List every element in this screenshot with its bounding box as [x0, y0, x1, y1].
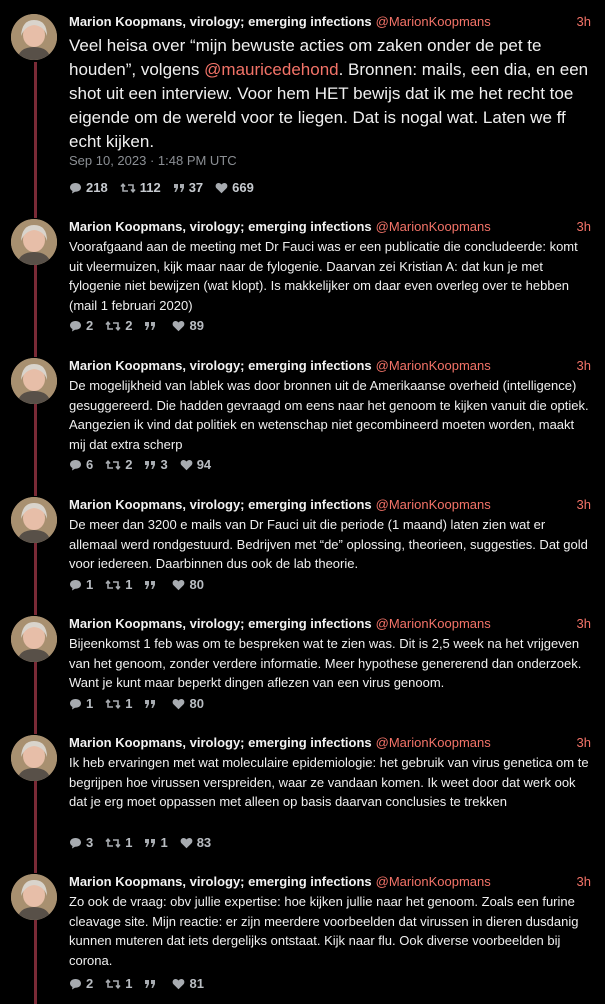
- tweet-text: Voorafgaand aan de meeting met Dr Fauci was er een publicatie die concludeerde: komt uit vleermuizen, kijk maar naar de fylogenie. Daarvan zei Kristian A: dat kun je met fylogenie niet bewijzen (wat klopt). Is makkelijker om daar even overleg over te hebben (mail 1 februari 2020): [69, 239, 578, 313]
- tweet-time[interactable]: 3h: [576, 14, 591, 29]
- thread-line: [34, 662, 37, 734]
- tweet-text: De mogelijkheid van lablek was door bronnen uit de Amerikaanse overheid (intelligence) gesuggereerd. Die hadden gevraagd om eens naar het genoom te kijken vanuit die optiek. Aangezien ik vind dat politiek en wetenschap niet gecombineerd moeten worden, maakt mij dat extra scherp: [69, 378, 589, 452]
- tweet-text: De meer dan 3200 e mails van Dr Fauci uit die periode (1 maand) laten zien wat er allemaal werd rondgestuurd. Bedrijven met “de” oplossing, theorieen, suggesties. Dat gold voor iedereen. Daarbinnen dus ook de lab theorie.: [69, 517, 588, 572]
- reply-icon: [69, 978, 82, 990]
- thread-line: [34, 265, 37, 357]
- avatar[interactable]: [11, 874, 57, 920]
- like-button[interactable]: 80: [172, 577, 203, 592]
- reply-icon: [69, 459, 82, 471]
- heart-icon: [172, 320, 185, 332]
- quote-button[interactable]: 37: [173, 180, 203, 195]
- like-button[interactable]: 89: [172, 318, 203, 333]
- reply-icon: [69, 320, 82, 332]
- author-name[interactable]: Marion Koopmans, virology; emerging infections: [69, 358, 372, 373]
- tweet-stats: [69, 835, 211, 850]
- like-button[interactable]: 669: [215, 180, 254, 195]
- tweet-header: [69, 497, 591, 515]
- tweet-time[interactable]: 3h: [576, 358, 591, 373]
- reply-button[interactable]: 218: [69, 180, 108, 195]
- mention-link[interactable]: @mauricedehond: [204, 60, 339, 79]
- author-name[interactable]: Marion Koopmans, virology; emerging infections: [69, 735, 372, 750]
- author-handle[interactable]: @MarionKoopmans: [375, 358, 491, 373]
- retweet-icon: [105, 459, 121, 471]
- author-handle[interactable]: @MarionKoopmans: [375, 874, 491, 889]
- retweet-icon: [105, 837, 121, 849]
- reply-button[interactable]: 3: [69, 835, 93, 850]
- quote-button[interactable]: [144, 698, 160, 710]
- tweet-text: Zo ook de vraag: obv jullie expertise: hoe kijken jullie naar het genoom. Zoals een furine cleavage site. Mijn reactie: er zijn meerdere voorbeelden dat virussen in dieren dusdanig kunnen muteren dat iets dergelijks ontstaat. Kijk naar flu. Ook diverse voorbeelden bij corona.: [69, 894, 579, 968]
- retweet-button[interactable]: 1: [105, 696, 132, 711]
- reply-button[interactable]: 2: [69, 318, 93, 333]
- quote-button[interactable]: [144, 320, 160, 332]
- tweet-header: [69, 735, 591, 753]
- tweet-date[interactable]: Sep 10, 2023 · 1:48 PM UTC: [69, 153, 237, 168]
- author-handle[interactable]: @MarionKoopmans: [375, 616, 491, 631]
- quote-icon: [144, 698, 156, 710]
- retweet-button[interactable]: 2: [105, 457, 132, 472]
- thread-line: [34, 404, 37, 496]
- author-name[interactable]: Marion Koopmans, virology; emerging infections: [69, 219, 372, 234]
- like-button[interactable]: 81: [172, 976, 203, 991]
- author-handle[interactable]: @MarionKoopmans: [375, 497, 491, 512]
- avatar[interactable]: [11, 219, 57, 265]
- quote-button[interactable]: [144, 579, 160, 591]
- thread-line: [34, 543, 37, 615]
- quote-icon: [144, 579, 156, 591]
- heart-icon: [180, 459, 193, 471]
- tweet-stats: [69, 577, 204, 592]
- retweet-icon: [105, 978, 121, 990]
- tweet-time[interactable]: 3h: [576, 735, 591, 750]
- heart-icon: [172, 579, 185, 591]
- quote-icon: [144, 837, 156, 849]
- quote-icon: [173, 182, 185, 194]
- reply-icon: [69, 182, 82, 194]
- like-button[interactable]: 80: [172, 696, 203, 711]
- retweet-button[interactable]: 112: [120, 180, 161, 195]
- reply-icon: [69, 698, 82, 710]
- thread-line: [34, 781, 37, 873]
- author-handle[interactable]: @MarionKoopmans: [375, 735, 491, 750]
- heart-icon: [215, 182, 228, 194]
- reply-button[interactable]: 2: [69, 976, 93, 991]
- tweet-header: [69, 358, 591, 376]
- tweet-text: Bijeenkomst 1 feb was om te bespreken wat te zien was. Dit is 2,5 week na het vrijgeven van het genoom, zonder verdere informatie. Meer hypothese genererend dan onderzoek. Want je kunt maar beperkt dingen aflezen van een virus genoom.: [69, 636, 582, 691]
- quote-button[interactable]: 3: [144, 457, 167, 472]
- retweet-icon: [105, 320, 121, 332]
- retweet-button[interactable]: 2: [105, 318, 132, 333]
- retweet-button[interactable]: 1: [105, 577, 132, 592]
- tweet-stats: [69, 457, 211, 472]
- author-handle[interactable]: @MarionKoopmans: [375, 14, 491, 29]
- tweet-time[interactable]: 3h: [576, 874, 591, 889]
- thread-line: [34, 920, 37, 1004]
- tweet-stats: [69, 318, 204, 333]
- author-name[interactable]: Marion Koopmans, virology; emerging infections: [69, 616, 372, 631]
- quote-icon: [144, 459, 156, 471]
- avatar[interactable]: [11, 358, 57, 404]
- retweet-button[interactable]: 1: [105, 835, 132, 850]
- tweet-text: Veel heisa over “mijn bewuste acties om zaken onder de pet te houden”, volgens @mauricedehond. Bronnen: mails, een dia, en een shot uit een interview. Voor hem HET bewijs dat ik me het recht toe eigende om de wereld voor te liegen. Dat is nogal wat. Laten we ff echt kijken.: [69, 36, 589, 151]
- tweet-header: [69, 874, 591, 892]
- reply-icon: [69, 837, 82, 849]
- reply-icon: [69, 579, 82, 591]
- like-button[interactable]: 94: [180, 457, 211, 472]
- quote-button[interactable]: [144, 978, 160, 990]
- tweet-header: [69, 14, 591, 32]
- reply-button[interactable]: 6: [69, 457, 93, 472]
- quote-icon: [144, 320, 156, 332]
- author-name[interactable]: Marion Koopmans, virology; emerging infections: [69, 874, 372, 889]
- author-name[interactable]: Marion Koopmans, virology; emerging infections: [69, 14, 372, 29]
- heart-icon: [180, 837, 193, 849]
- retweet-icon: [105, 698, 121, 710]
- reply-button[interactable]: 1: [69, 696, 93, 711]
- author-handle[interactable]: @MarionKoopmans: [375, 219, 491, 234]
- tweet-time[interactable]: 3h: [576, 616, 591, 631]
- author-name[interactable]: Marion Koopmans, virology; emerging infections: [69, 497, 372, 512]
- reply-button[interactable]: 1: [69, 577, 93, 592]
- quote-button[interactable]: 1: [144, 835, 167, 850]
- heart-icon: [172, 698, 185, 710]
- thread-line: [34, 62, 37, 218]
- quote-icon: [144, 978, 156, 990]
- avatar[interactable]: [11, 497, 57, 543]
- retweet-icon: [120, 182, 136, 194]
- tweet-stats: [69, 696, 204, 711]
- like-button[interactable]: 83: [180, 835, 211, 850]
- tweet-time[interactable]: 3h: [576, 219, 591, 234]
- avatar[interactable]: [11, 14, 57, 60]
- avatar[interactable]: [11, 616, 57, 662]
- retweet-icon: [105, 579, 121, 591]
- tweet-header: [69, 219, 591, 237]
- tweet-header: [69, 616, 591, 634]
- avatar[interactable]: [11, 735, 57, 781]
- retweet-button[interactable]: 1: [105, 976, 132, 991]
- tweet-stats: [69, 976, 204, 991]
- tweet-time[interactable]: 3h: [576, 497, 591, 512]
- tweet-stats: [69, 180, 254, 195]
- tweet-text: Ik heb ervaringen met wat moleculaire epidemiologie: het gebruik van virus genetica om te begrijpen hoe virussen verspreiden, waar ze vandaan komen. Ik weet door dat werk ook dat je erg moet oppassen met alleen op basis daarvan conclusies te trekken: [69, 755, 589, 810]
- heart-icon: [172, 978, 185, 990]
